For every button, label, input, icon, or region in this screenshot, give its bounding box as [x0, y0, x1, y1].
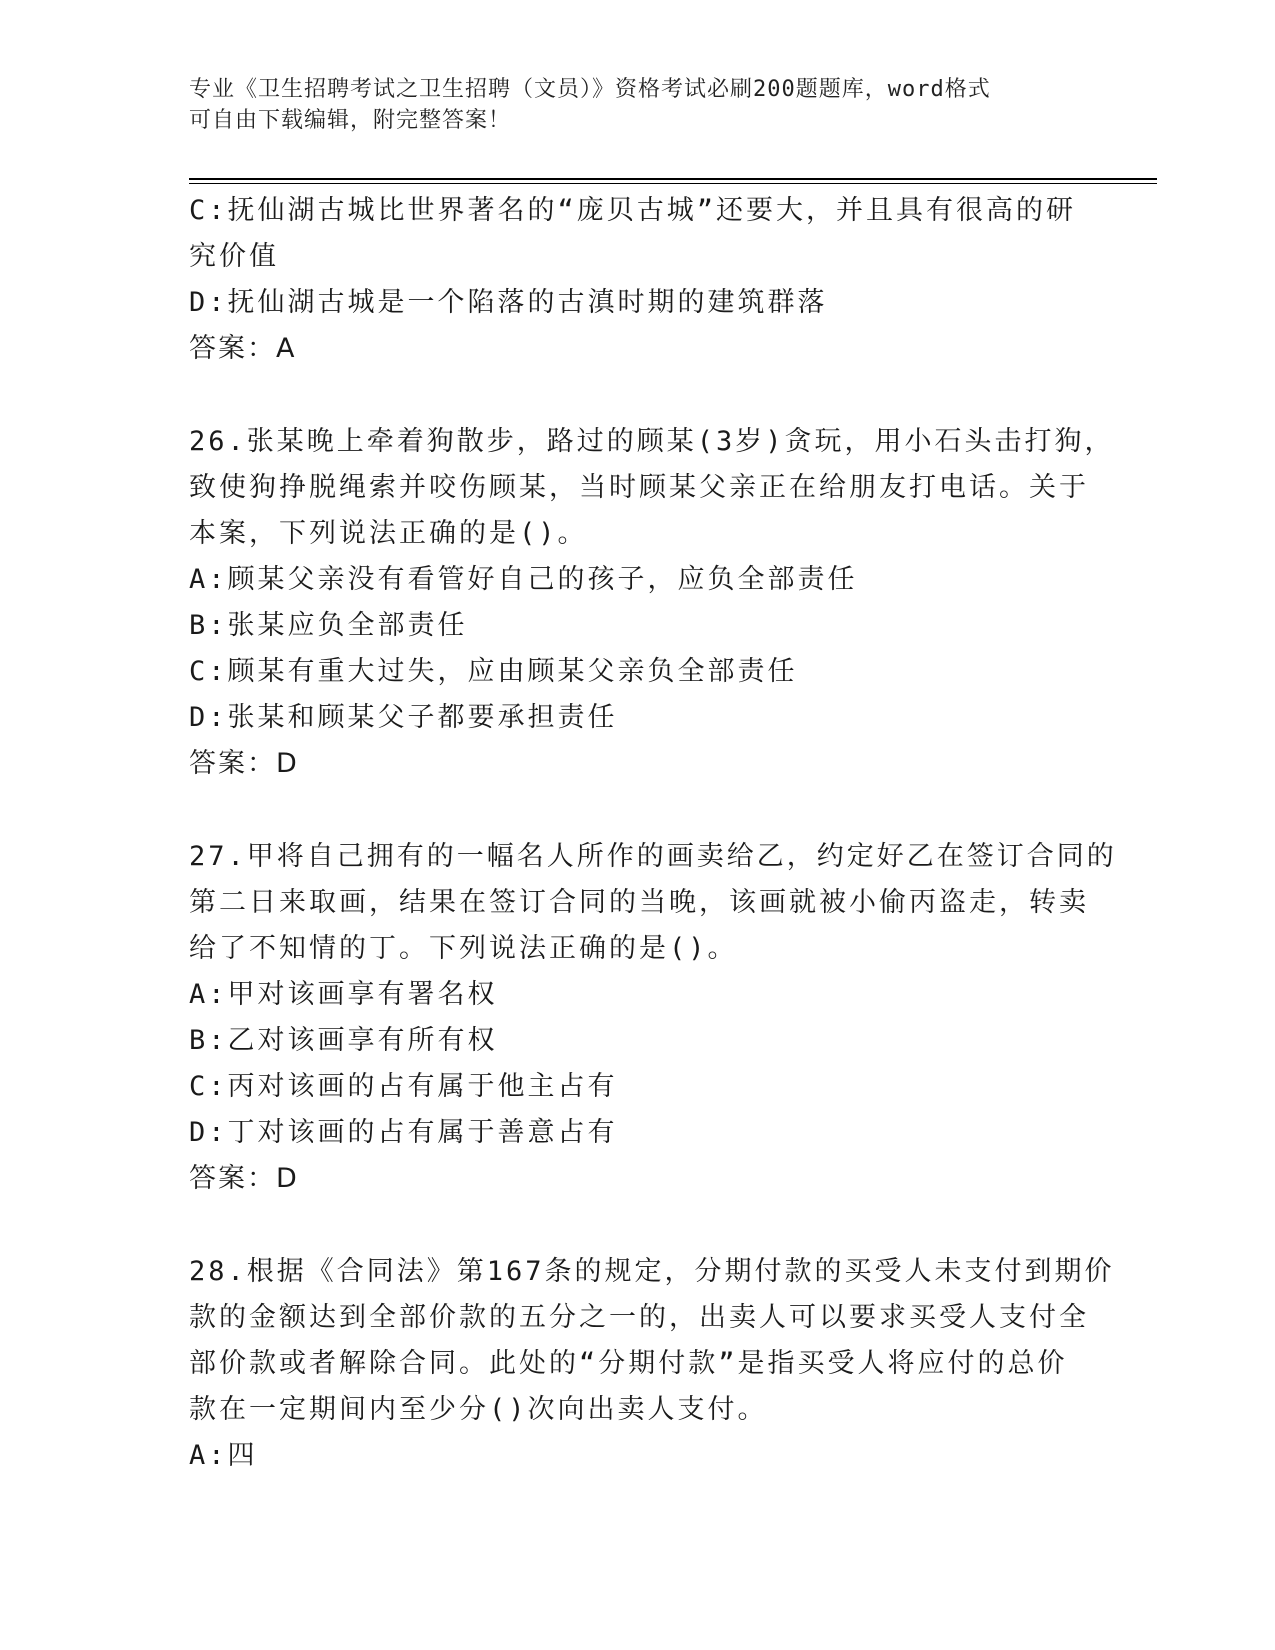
option-c-continued: 究价值 [189, 241, 279, 272]
question-stem: 28.根据《合同法》第167条的规定，分期付款的买受人未支付到期价 [189, 1256, 1115, 1287]
option-b: B:乙对该画享有所有权 [189, 1025, 498, 1056]
option-c: C:抚仙湖古城比世界著名的“庞贝古城”还要大，并且具有很高的研 [189, 195, 1077, 226]
page-header [189, 74, 1089, 136]
option-d: D:张某和顾某父子都要承担责任 [189, 702, 618, 733]
question-28 [189, 1249, 1115, 1479]
option-d: D:抚仙湖古城是一个陷落的古滇时期的建筑群落 [189, 287, 828, 318]
header-title-line-1: 专业《卫生招聘考试之卫生招聘（文员）》资格考试必刷200题题库，word格式 [189, 77, 991, 102]
spacer [189, 1202, 1089, 1249]
question-stem: 26.张某晚上牵着狗散步，路过的顾某(3岁)贪玩，用小石头击打狗， [189, 426, 1115, 457]
question-stem-continued: 款的金额达到全部价款的五分之一的，出卖人可以要求买受人支付全 [189, 1302, 1089, 1333]
answer: 答案：D [189, 748, 299, 779]
spacer [189, 787, 1089, 834]
question-stem-continued: 本案，下列说法正确的是()。 [189, 518, 588, 549]
answer: 答案：A [189, 333, 297, 364]
option-a: A:四 [189, 1440, 258, 1471]
option-a: A:甲对该画享有署名权 [189, 979, 498, 1010]
answer: 答案：D [189, 1163, 299, 1194]
question-26 [189, 419, 1115, 787]
option-b: B:张某应负全部责任 [189, 610, 468, 641]
question-stem-continued: 款在一定期间内至少分()次向出卖人支付。 [189, 1394, 768, 1425]
question-27 [189, 834, 1117, 1202]
header-divider-thin [189, 183, 1157, 184]
option-c: C:丙对该画的占有属于他主占有 [189, 1071, 618, 1102]
question-stem-continued: 给了不知情的丁。下列说法正确的是()。 [189, 933, 738, 964]
question-stem-continued: 部价款或者解除合同。此处的“分期付款”是指买受人将应付的总价 [189, 1348, 1068, 1379]
option-a: A:顾某父亲没有看管好自己的孩子，应负全部责任 [189, 564, 858, 595]
header-title-line-2: 可自由下载编辑，附完整答案！ [189, 108, 512, 133]
option-c: C:顾某有重大过失，应由顾某父亲负全部责任 [189, 656, 798, 687]
document-body [189, 188, 1117, 1479]
question-stem: 27.甲将自己拥有的一幅名人所作的画卖给乙，约定好乙在签订合同的 [189, 841, 1117, 872]
option-d: D:丁对该画的占有属于善意占有 [189, 1117, 618, 1148]
spacer [189, 372, 1089, 419]
header-divider-thick [189, 178, 1157, 180]
question-stem-continued: 第二日来取画，结果在签订合同的当晚，该画就被小偷丙盗走，转卖 [189, 887, 1089, 918]
question-stem-continued: 致使狗挣脱绳索并咬伤顾某，当时顾某父亲正在给朋友打电话。关于 [189, 472, 1089, 503]
question-25-continuation [189, 188, 1089, 372]
